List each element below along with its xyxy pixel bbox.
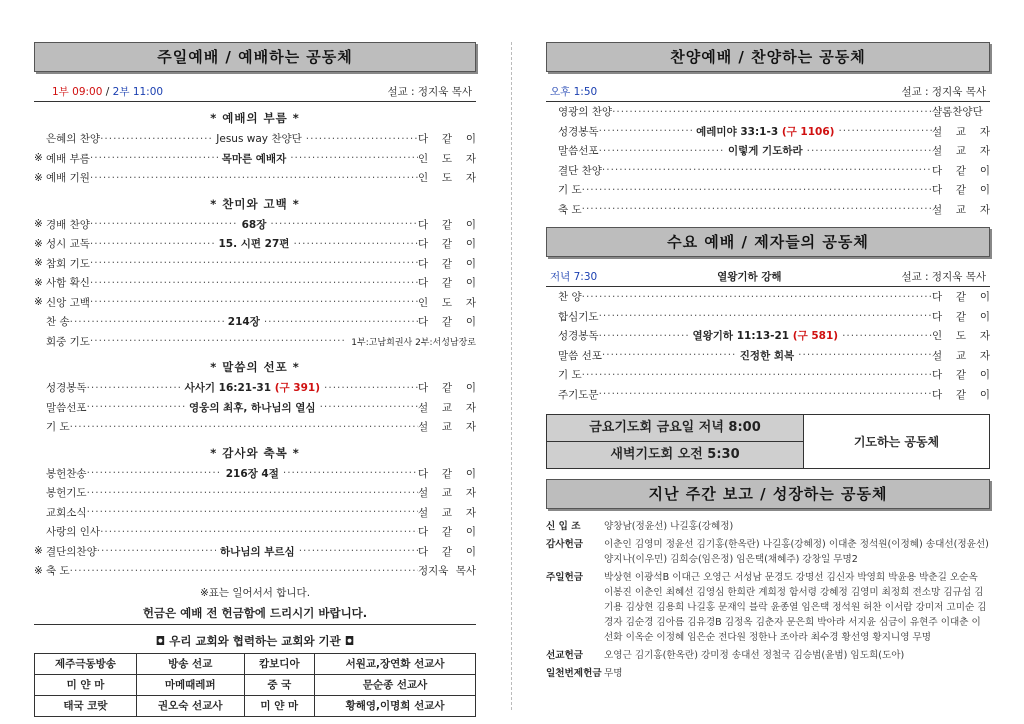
praise-item-row bbox=[546, 180, 990, 200]
wednesday-item-leader: 설 교 자 bbox=[932, 349, 991, 362]
worship-item-label: 봉헌기도 bbox=[46, 487, 87, 500]
section-title: * 예배의 부름 * bbox=[210, 111, 300, 125]
wednesday-item-row bbox=[546, 287, 990, 307]
worship-item-detail: 목마른 예배자 bbox=[221, 152, 287, 165]
praise-item-row bbox=[546, 102, 990, 122]
worship-item-label: 말씀선포 bbox=[46, 401, 87, 414]
wednesday-item-leader: 다 같 이 bbox=[932, 388, 990, 401]
worship-item-row bbox=[34, 129, 476, 149]
stand-mark: ※ bbox=[34, 276, 43, 289]
worship-item-leader: 다 같 이 bbox=[418, 382, 477, 395]
stand-mark: ※ bbox=[34, 152, 43, 165]
worship-item-row bbox=[34, 234, 476, 254]
stand-mark: ※ bbox=[34, 257, 43, 270]
report-names: 무명 bbox=[604, 668, 623, 679]
worship-item-row bbox=[34, 398, 476, 418]
worship-item-leader: 다 같 이 bbox=[418, 218, 476, 231]
worship-item-leader: 다 같 이 bbox=[418, 526, 476, 539]
org-region: 미 얀 마 bbox=[35, 674, 137, 695]
report-names: 이춘인 김영미 정윤선 김기홍(한옥란) 나길홍(강혜정) 이대춘 정석원(이정혜) 송대선(정윤선) 양지나(이우민) 김희승(임은정) 임은택(채혜주) 강창일 무명2 bbox=[604, 539, 989, 565]
praise-sermon: 설교 : 정지욱 목사 bbox=[901, 86, 986, 98]
worship-item-leader: 다 같 이 bbox=[418, 257, 476, 270]
table-row bbox=[35, 695, 476, 716]
praise-item-row bbox=[546, 161, 990, 181]
worship-item-detail: 15. 시편 27편 bbox=[218, 238, 290, 251]
section-title: * 감사와 축복 * bbox=[210, 445, 300, 460]
org-name: 권오숙 선교사 bbox=[136, 695, 244, 716]
weekly-report bbox=[546, 519, 990, 681]
praise-item-leader: 다 같 이 bbox=[932, 184, 990, 197]
wednesday-series: 열왕기하 강해 bbox=[717, 271, 782, 283]
org-name: 서원교,장연화 선교사 bbox=[315, 653, 476, 674]
worship-item-reference: (구 391) bbox=[274, 382, 321, 395]
report-category: 주일헌금 bbox=[546, 572, 584, 583]
wednesday-item-label: 말씀 선포 bbox=[558, 349, 602, 362]
praise-item-detail: 예레미야 33:1-3 (구 1106) bbox=[696, 125, 835, 138]
praise-item-reference: (구 1106) bbox=[781, 125, 835, 138]
report-category: 일천번제헌금 bbox=[546, 668, 602, 679]
praise-order bbox=[546, 102, 990, 219]
worship-item-leader: 설 교 자 bbox=[418, 421, 476, 434]
praise-time: 오후 1:50 bbox=[550, 86, 598, 98]
right-column bbox=[546, 42, 990, 684]
dawn-prayer: 새벽기도회 오전 5:30 bbox=[547, 442, 803, 468]
worship-item-row bbox=[34, 168, 476, 188]
praise-item-row bbox=[546, 122, 990, 142]
report-entry bbox=[546, 570, 990, 645]
worship-item-detail: 214장 bbox=[227, 316, 260, 329]
report-entry bbox=[546, 519, 990, 534]
wednesday-item-row bbox=[546, 326, 990, 346]
worship-item-row bbox=[34, 483, 476, 503]
section-title: * 말씀의 선포 * bbox=[210, 360, 300, 374]
worship-item-label: 예배 기원 bbox=[46, 172, 90, 185]
worship-item-label: 결단의찬양 bbox=[46, 545, 97, 558]
partner-orgs-title: ◘ 우리 교회와 협력하는 교회와 기관 ◘ bbox=[155, 633, 355, 648]
stand-mark: ※ bbox=[34, 296, 43, 309]
wednesday-sermon: 설교 : 정지욱 목사 bbox=[901, 271, 986, 283]
weekly-report-header: 지난 주간 보고 / 성장하는 공동체 bbox=[546, 479, 990, 509]
prayer-community-label: 기도하는 공동체 bbox=[803, 415, 989, 468]
worship-item-row bbox=[34, 417, 476, 437]
wednesday-worship-header: 수요 예배 / 제자들의 공동체 bbox=[546, 227, 990, 257]
worship-item-row bbox=[34, 149, 476, 169]
worship-item-leader: 인 도 자 bbox=[418, 172, 476, 185]
worship-item-row bbox=[34, 522, 476, 542]
worship-item-label: 사랑의 인사 bbox=[46, 526, 101, 539]
worship-item-detail: Jesus way 찬양단 bbox=[216, 133, 302, 146]
praise-worship-header: 찬양예배 / 찬양하는 공동체 bbox=[546, 42, 990, 72]
wednesday-item-label: 합심기도 bbox=[558, 310, 599, 323]
praise-item-row bbox=[546, 141, 990, 161]
worship-item-label: 신앙 고백 bbox=[46, 296, 90, 309]
report-category: 신 입 조 bbox=[546, 521, 581, 532]
worship-item-leader: 다 같 이 bbox=[418, 316, 476, 329]
worship-item-row bbox=[34, 312, 476, 332]
service-times: 1부 09:00 / 2부 11:00 설교 : 정지욱 목사 bbox=[34, 84, 476, 102]
worship-item-leader: 설 교 자 bbox=[418, 487, 476, 500]
report-category: 감사헌금 bbox=[546, 539, 584, 550]
stand-mark: ※ bbox=[34, 237, 43, 250]
worship-item-leader: 다 같 이 bbox=[418, 238, 476, 251]
worship-item-label: 예배 부름 bbox=[46, 152, 90, 165]
praise-item-label: 기 도 bbox=[558, 184, 582, 197]
org-region: 태국 코랏 bbox=[35, 695, 137, 716]
table-row bbox=[35, 674, 476, 695]
org-region: 캄보디아 bbox=[244, 653, 315, 674]
praise-item-leader: 설 교 자 bbox=[932, 203, 990, 216]
worship-item-leader: 인 도 자 bbox=[418, 152, 476, 165]
report-entry bbox=[546, 648, 990, 663]
wednesday-item-row bbox=[546, 385, 990, 405]
worship-item-label: 참회 기도 bbox=[46, 257, 90, 270]
worship-item-row bbox=[34, 273, 476, 293]
wednesday-item-label: 성경봉독 bbox=[558, 330, 599, 343]
org-name: 방송 선교 bbox=[136, 653, 244, 674]
worship-item-row bbox=[34, 254, 476, 274]
stand-mark: ※ bbox=[34, 171, 43, 184]
worship-item-row bbox=[34, 378, 476, 398]
report-names: 오영근 김기홍(한옥란) 강미정 송대선 정철국 김승범(윤범) 임도희(도아) bbox=[604, 650, 905, 661]
wednesday-item-reference: (구 581) bbox=[792, 330, 839, 343]
worship-item-detail: 216장 4절 bbox=[225, 467, 279, 480]
wednesday-item-row bbox=[546, 346, 990, 366]
worship-item-row bbox=[34, 215, 476, 235]
worship-item-row bbox=[34, 332, 476, 352]
worship-item-row bbox=[34, 464, 476, 484]
worship-item-leader: 다 같 이 bbox=[418, 133, 476, 146]
praise-item-leader: 설 교 자 bbox=[932, 145, 991, 158]
worship-item-row bbox=[34, 542, 476, 562]
praise-item-label: 결단 찬양 bbox=[558, 164, 602, 177]
praise-item-label: 말씀선포 bbox=[558, 145, 599, 158]
wednesday-item-detail: 열왕기하 11:13-21 (구 581) bbox=[692, 330, 839, 343]
org-name: 문순종 선교사 bbox=[315, 674, 476, 695]
partner-orgs-table bbox=[34, 653, 476, 717]
sermon-speaker: 설교 : 정지욱 목사 bbox=[387, 86, 472, 98]
first-service-time: 1부 09:00 bbox=[52, 86, 103, 98]
friday-prayer: 금요기도회 금요일 저녁 8:00 bbox=[547, 415, 803, 442]
worship-item-leader: 다 같 이 bbox=[418, 467, 476, 480]
praise-item-leader: 설 교 자 bbox=[932, 125, 990, 138]
stand-mark: ※ bbox=[34, 564, 43, 577]
praise-item-label: 축 도 bbox=[558, 203, 582, 216]
praise-item-leader: 다 같 이 bbox=[932, 164, 990, 177]
wednesday-item-leader: 인 도 자 bbox=[932, 330, 990, 343]
praise-item-leader: 샬롬찬양단 bbox=[932, 106, 983, 119]
worship-item-leader: 1부:고남희권사 2부:서성남장로 bbox=[351, 337, 476, 348]
prayer-meetings-box bbox=[546, 414, 990, 469]
column-divider bbox=[511, 42, 512, 710]
org-region: 중 국 bbox=[244, 674, 315, 695]
worship-item-label: 교회소식 bbox=[46, 506, 87, 519]
worship-item-detail: 사사기 16:21-31 (구 391) bbox=[184, 382, 321, 395]
wednesday-item-detail: 진정한 회복 bbox=[739, 349, 795, 362]
wednesday-item-label: 주기도문 bbox=[558, 388, 599, 401]
wednesday-item-row bbox=[546, 307, 990, 327]
order-of-worship bbox=[34, 110, 476, 581]
worship-item-leader: 정지욱 목사 bbox=[418, 565, 476, 578]
report-names: 박상현 이광석B 이대근 오영근 서성남 문경도 강명선 김신자 박영희 박윤용 박춘길 오순옥 이봉진 이춘인 최혜선 김영심 한희란 계희정 함서령 강혜정 김영미 최정희 전소망 김규섭 김기용 김상현 김용희 나길홍 문재익 블락 윤종열 임은택 정석원 허찬 이서람 강미저 고미순 김경자 김순경 김아름 김유경B 김정옥 김춘자 문은희 박아라 서지윤 심금이 유현주 이대춘 이선화 이옥순 이정혜 임은순 전다원 정한나 조아라 최수경 황선영 황지니영 무명 bbox=[604, 572, 987, 643]
org-region: 제주극동방송 bbox=[35, 653, 137, 674]
report-category: 선교헌금 bbox=[546, 650, 584, 661]
report-entry bbox=[546, 666, 990, 681]
praise-item-label: 영광의 찬양 bbox=[558, 106, 613, 119]
praise-item-row bbox=[546, 200, 990, 220]
wednesday-item-label: 찬 양 bbox=[558, 291, 582, 304]
wednesday-item-leader: 다 같 이 bbox=[932, 291, 990, 304]
worship-item-label: 회중 기도 bbox=[46, 335, 90, 348]
worship-item-row bbox=[34, 561, 476, 581]
sunday-worship-column bbox=[34, 42, 476, 717]
worship-item-detail: 68장 bbox=[241, 218, 267, 231]
worship-item-row bbox=[34, 293, 476, 313]
wednesday-time: 저녁 7:30 bbox=[550, 271, 598, 283]
praise-item-label: 성경봉독 bbox=[558, 125, 599, 138]
stand-mark: ※ bbox=[34, 218, 43, 231]
report-names: 양창남(정윤선) 나길홍(강혜정) bbox=[604, 521, 734, 532]
offering-note: 헌금은 예배 전 헌금함에 드리시기 바랍니다. bbox=[34, 605, 476, 625]
org-region: 미 얀 마 bbox=[244, 695, 315, 716]
worship-item-label: 기 도 bbox=[46, 421, 70, 434]
praise-item-detail: 이렇게 기도하라 bbox=[727, 145, 803, 158]
worship-item-row bbox=[34, 503, 476, 523]
worship-item-leader: 인 도 자 bbox=[418, 296, 476, 309]
worship-item-label: 찬 송 bbox=[46, 316, 70, 329]
stand-mark: ※ bbox=[34, 545, 43, 558]
worship-item-leader: 다 같 이 bbox=[418, 545, 476, 558]
section-title: * 찬미와 고백 * bbox=[210, 196, 300, 211]
worship-item-label: 봉헌찬송 bbox=[46, 467, 87, 480]
worship-item-label: 경배 찬양 bbox=[46, 218, 90, 231]
worship-item-detail: 하나님의 부르심 bbox=[220, 545, 295, 558]
worship-item-leader: 다 같 이 bbox=[418, 277, 476, 290]
worship-item-leader: 설 교 자 bbox=[418, 401, 477, 414]
wednesday-item-label: 기 도 bbox=[558, 369, 582, 382]
praise-time-row bbox=[546, 84, 990, 102]
table-row bbox=[35, 653, 476, 674]
wednesday-order bbox=[546, 287, 990, 404]
org-name: 황해영,이명희 선교사 bbox=[315, 695, 476, 716]
sunday-worship-header: 주일예배 / 예배하는 공동체 bbox=[34, 42, 476, 72]
wednesday-item-leader: 다 같 이 bbox=[932, 310, 990, 323]
report-entry bbox=[546, 537, 990, 567]
worship-item-label: 은혜의 찬양 bbox=[46, 133, 101, 146]
org-name: 마메때레퍼 bbox=[136, 674, 244, 695]
worship-item-label: 성경봉독 bbox=[46, 382, 87, 395]
standing-note: ※표는 일어서서 합니다. bbox=[199, 586, 311, 599]
worship-item-leader: 설 교 자 bbox=[418, 506, 476, 519]
worship-item-label: 축 도 bbox=[46, 565, 70, 578]
worship-item-detail: 영웅의 최후, 하나님의 열심 bbox=[189, 401, 316, 414]
worship-item-label: 성시 교독 bbox=[46, 238, 90, 251]
wednesday-item-leader: 다 같 이 bbox=[932, 369, 990, 382]
second-service-time: 2부 11:00 bbox=[112, 86, 164, 98]
wednesday-item-row bbox=[546, 365, 990, 385]
wednesday-time-row bbox=[546, 269, 990, 287]
worship-item-label: 사함 확신 bbox=[46, 277, 90, 290]
